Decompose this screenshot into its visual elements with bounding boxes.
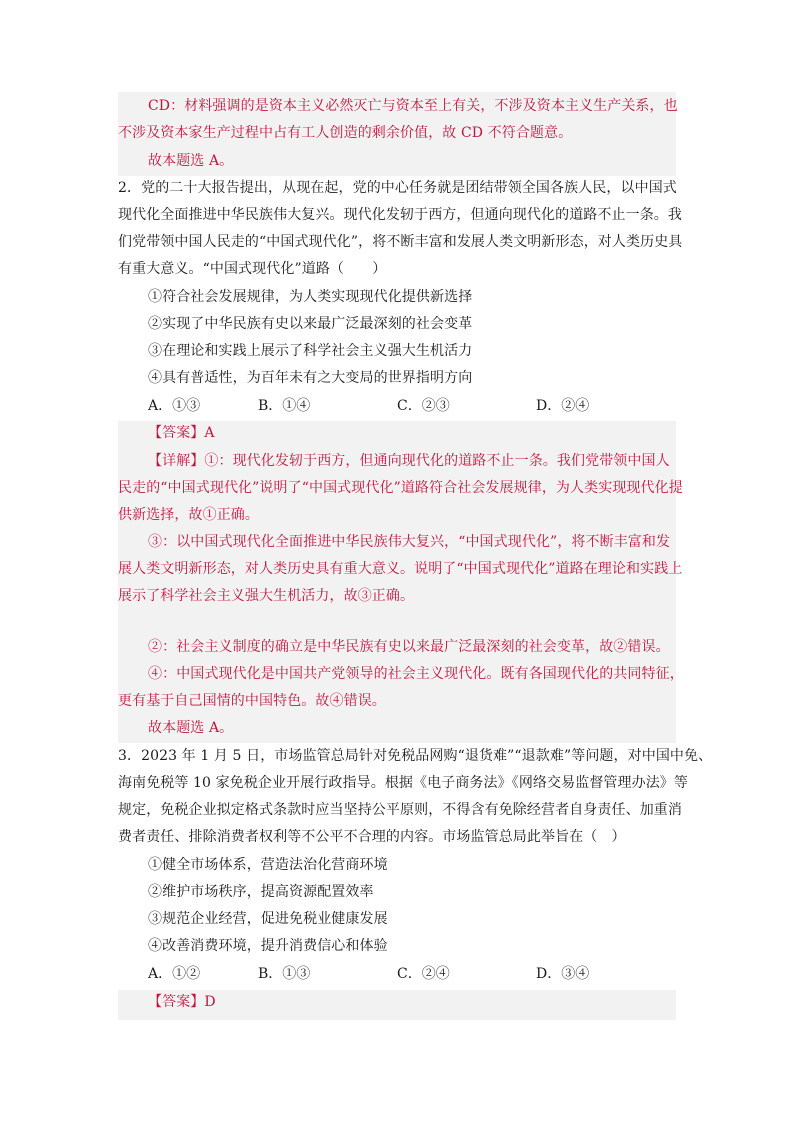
question-2-detail-line: 展人类文明新形态，对人类历史具有重大意义。说明了“中国式现代化”道路在理论和实践上 xyxy=(118,561,683,577)
question-2-item: ④具有普适性，为百年未有之大变局的世界指明方向 xyxy=(148,370,473,386)
question-3-item: ③规范企业经营，促进免税业健康发展 xyxy=(148,911,388,927)
question-2-conclusion: 故本题选 A。 xyxy=(148,720,234,736)
question-2-stem: 有重大意义。“中国式现代化”道路（ ） xyxy=(118,261,387,277)
detail-tag: 【详解】 xyxy=(148,453,205,469)
answer-tag: 【答案】 xyxy=(148,994,205,1010)
question-3-stem: 费者责任、排除消费者权利等不公平不合理的内容。市场监管总局此举旨在（ ） xyxy=(118,829,626,845)
question-3-stem: 规定，免税企业拟定格式条款时应当坚持公平原则，不得含有免除经营者自身责任、加重消 xyxy=(118,802,682,818)
question-2-detail-line: ②：社会主义制度的确立是中华民族有史以来最广泛最深刻的社会变革，故②错误。 xyxy=(148,639,670,655)
question-3-option-b[interactable]: B．①③ xyxy=(258,966,311,982)
answer-tag: 【答案】 xyxy=(148,425,205,441)
question-2-item: ③在理论和实践上展示了科学社会主义强大生机活力 xyxy=(148,343,473,359)
question-2-detail-line: ③：以中国式现代化全面推进中华民族伟大复兴，“中国式现代化”，将不断丰富和发 xyxy=(148,534,671,550)
question-2-option-d[interactable]: D．②④ xyxy=(536,398,590,414)
question-2-detail-line: 供新选择，故①正确。 xyxy=(118,507,259,523)
question-2-detail-line: 更有基于自己国情的中国特色。故④错误。 xyxy=(118,693,386,709)
question-2-option-a[interactable]: A．①③ xyxy=(148,398,201,414)
question-2-stem: 2．党的二十大报告提出，从现在起，党的中心任务就是团结带领全国各族人民，以中国式 xyxy=(118,180,677,196)
question-3-option-d[interactable]: D．③④ xyxy=(536,966,590,982)
question-3-option-a[interactable]: A．①② xyxy=(148,966,201,982)
question-2-detail-line: 民走的“中国式现代化”说明了“中国式现代化”道路符合社会发展规律，为人类实现现代化提 xyxy=(118,480,683,496)
question-2-option-c[interactable]: C．②③ xyxy=(397,398,450,414)
prev-analysis-line: CD：材料强调的是资本主义必然灭亡与资本至上有关，不涉及资本主义生产关系，也 xyxy=(148,98,678,114)
question-2-stem: 们党带领中国人民走的“中国式现代化”，将不断丰富和发展人类文明新形态，对人类历史具 xyxy=(118,234,683,250)
question-3-stem: 3．2023 年 1 月 5 日，市场监管总局针对免税品网购“退货难”“退款难”等问题，对中国中免、 xyxy=(118,748,713,764)
question-2-item: ①符合社会发展规律，为人类实现现代化提供新选择 xyxy=(148,289,473,305)
question-2-stem: 现代化全面推进中华民族伟大复兴。现代化发轫于西方，但通向现代化的道路不止一条。我 xyxy=(118,207,682,223)
question-2-option-b[interactable]: B．①④ xyxy=(258,398,311,414)
prev-conclusion: 故本题选 A。 xyxy=(148,153,234,169)
prev-analysis-line: 不涉及资本家生产过程中占有工人创造的剩余价值，故 CD 不符合题意。 xyxy=(118,125,573,141)
question-2-detail-line: 展示了科学社会主义强大生机活力，故③正确。 xyxy=(118,588,415,604)
question-2-item: ②实现了中华民族有史以来最广泛最深刻的社会变革 xyxy=(148,316,473,332)
question-2-answer xyxy=(148,423,718,443)
question-3-answer xyxy=(148,992,718,1012)
question-2-detail xyxy=(148,451,718,471)
question-3-option-c[interactable]: C．②④ xyxy=(397,966,450,982)
answer-value: A xyxy=(204,425,215,441)
question-3-stem: 海南免税等 10 家免税企业开展行政指导。根据《电子商务法》《网络交易监督管理办法》等 xyxy=(118,775,689,791)
detail-text: ①：现代化发轫于西方，但通向现代化的道路不止一条。我们党带领中国人 xyxy=(204,453,670,469)
question-2-detail-line: ④：中国式现代化是中国共产党领导的社会主义现代化。既有各国现代化的共同特征， xyxy=(148,666,684,682)
question-3-item: ①健全市场体系，营造法治化营商环境 xyxy=(148,857,388,873)
answer-value: D xyxy=(204,994,216,1010)
question-3-item: ④改善消费环境，提升消费信心和体验 xyxy=(148,938,388,954)
question-3-item: ②维护市场秩序，提高资源配置效率 xyxy=(148,884,374,900)
